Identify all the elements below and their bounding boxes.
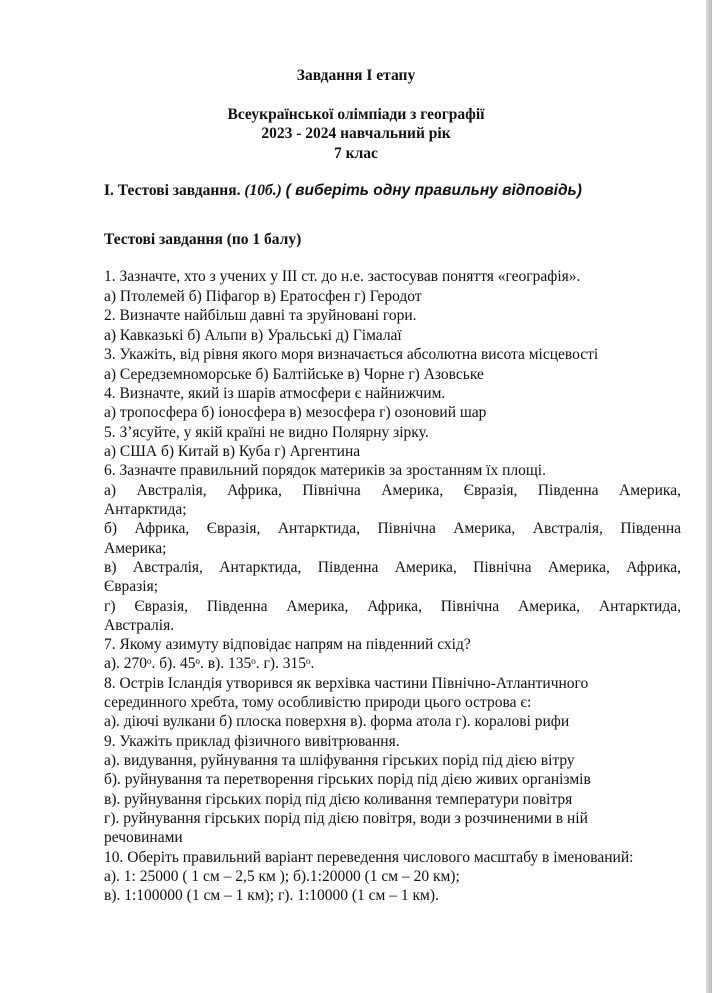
answer-9d-cont: речовинами bbox=[104, 829, 183, 846]
answer-6c: в) Австралія, Антарктида, Південна Америка, Північна Америка, Африка, bbox=[104, 559, 681, 576]
answers-10-cd: в). 1:100000 (1 см – 1 км); г). 1:10000 (1 см – 1 км). bbox=[104, 887, 439, 904]
answer-6a-cont: Антарктида; bbox=[104, 501, 187, 518]
question-9: 9. Укажіть приклад фізичного вивітрювання. bbox=[104, 733, 400, 750]
question-4: 4. Визначте, який із шарів атмосфери є найнижчим. bbox=[104, 385, 446, 402]
question-10: 10. Оберіть правильний варіант переведення числового масштабу в іменований: bbox=[104, 849, 634, 866]
answers-7: а). 270ᵒ. б). 45ᵒ. в). 135ᵒ. г). 315ᵒ. bbox=[104, 655, 315, 672]
question-8: 8. Острів Ісландія утворився як верхівка частини Північно-Атлантичного bbox=[104, 675, 589, 692]
section-points: (10б.) bbox=[244, 182, 282, 199]
answer-6a: а) Австралія, Африка, Північна Америка, Євразія, Південна Америка, bbox=[104, 482, 681, 499]
answer-6d: г) Євразія, Південна Америка, Африка, Північна Америка, Антарктида, bbox=[104, 598, 681, 615]
question-3: 3. Укажіть, від рівня якого моря визначається абсолютна висота місцевості bbox=[104, 346, 599, 363]
answers-8: а). діючі вулкани б) плоска поверхня в). форма атола г). коралові рифи bbox=[104, 713, 570, 730]
answers-5: а) США б) Китай в) Куба г) Аргентина bbox=[104, 443, 361, 460]
answers-1: а) Птолемей б) Піфагор в) Ератосфен г) Геродот bbox=[104, 288, 422, 305]
answers-3: а) Середземноморське б) Балтійське в) Чорне г) Азовське bbox=[104, 366, 484, 383]
answers-10-ab: а). 1: 25000 ( 1 см – 2,5 км ); б).1:20000 (1 см – 20 км); bbox=[104, 868, 460, 885]
answer-9d: г). руйнування гірських порід під дією повітря, води з розчиненими в ній bbox=[104, 810, 588, 827]
subheading: Тестові завдання (по 1 балу) bbox=[104, 231, 302, 248]
answer-9b: б). руйнування та перетворення гірських порід під дією живих організмів bbox=[104, 771, 591, 788]
answers-2: а) Кавказькі б) Альпи в) Уральські д) Гімалаї bbox=[104, 327, 402, 344]
answer-6d-cont: Австралія. bbox=[104, 617, 175, 634]
answer-9a: а). видування, руйнування та шліфування гірських порід під дією вітру bbox=[104, 752, 575, 769]
question-6: 6. Зазначте правильний порядок материків за зростанням їх площі. bbox=[104, 462, 546, 479]
header-olympiad-title: Всеукраїнської олімпіади з географії bbox=[227, 106, 485, 123]
header-stage-title: Завдання І етапу bbox=[296, 67, 416, 84]
answer-6c-cont: Євразія; bbox=[104, 578, 159, 595]
answer-6b-cont: Америка; bbox=[104, 540, 167, 557]
section-heading bbox=[104, 182, 582, 200]
question-2: 2. Визначте найбільш давні та зруйновані гори. bbox=[104, 307, 417, 324]
question-8-cont: серединного хребта, тому особливістю природи цього острова є: bbox=[104, 694, 532, 711]
answer-6b: б) Африка, Євразія, Антарктида, Північна Америка, Австралія, Південна bbox=[104, 520, 681, 537]
question-5: 5. З’ясуйте, у якій країні не видно Полярну зірку. bbox=[104, 424, 429, 441]
section-hint: ( виберіть одну правильну відповідь) bbox=[285, 182, 582, 199]
section-title: І. Тестові завдання. bbox=[104, 182, 241, 199]
header-school-year: 2023 - 2024 навчальний рік bbox=[261, 125, 451, 142]
header-grade: 7 клас bbox=[334, 145, 378, 162]
question-1: 1. Зазначте, хто з учених у ІІІ ст. до н.е. застосував поняття «географія». bbox=[104, 268, 581, 285]
question-7: 7. Якому азимуту відповідає напрям на південний схід? bbox=[104, 636, 471, 653]
answer-9c: в). руйнування гірських порід під дією коливання температури повітря bbox=[104, 791, 573, 808]
answers-4: а) тропосфера б) іоносфера в) мезосфера г) озоновий шар bbox=[104, 404, 487, 421]
